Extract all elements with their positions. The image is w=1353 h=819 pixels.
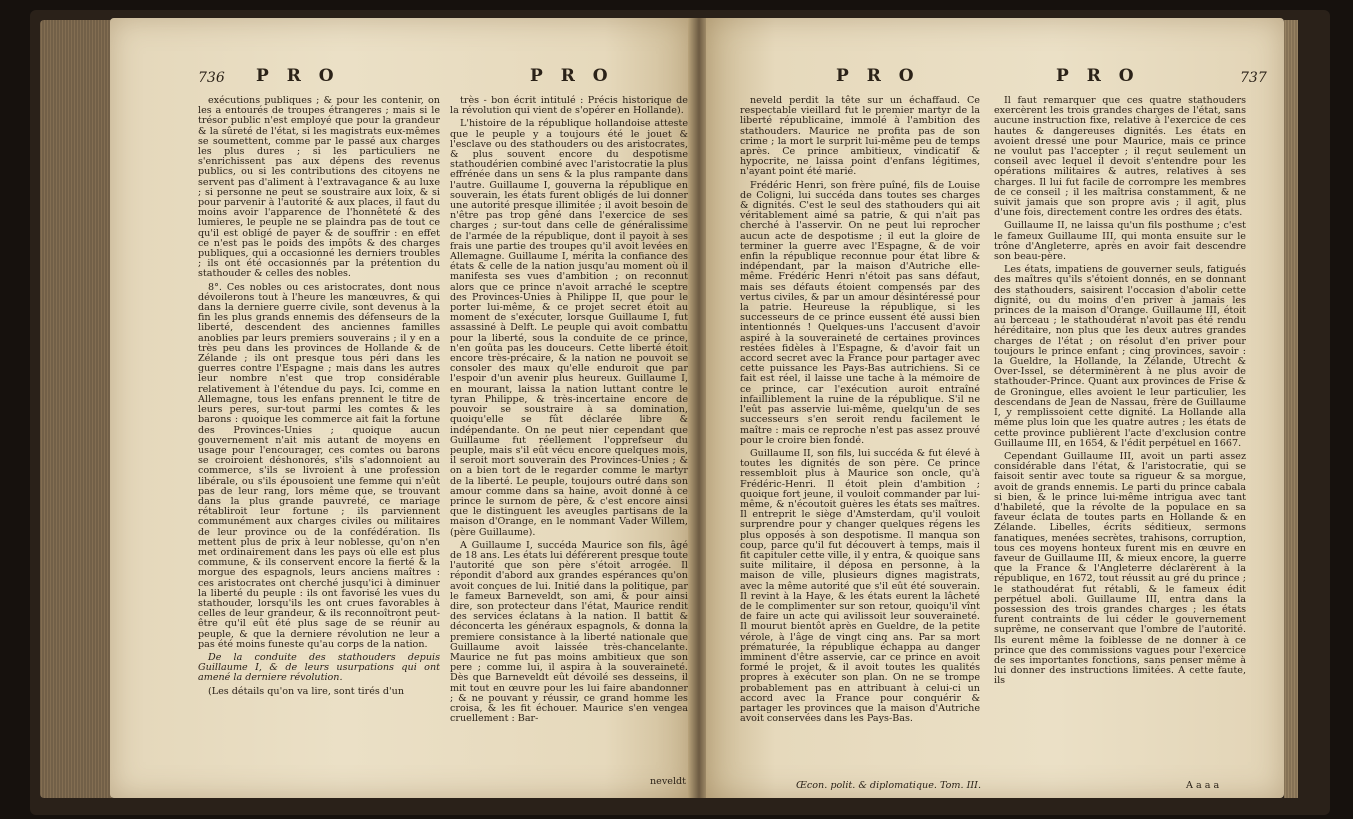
running-head: P R O <box>1056 66 1140 86</box>
catchword: neveldt <box>650 776 687 787</box>
signature-mark: A a a a <box>1186 780 1220 791</box>
paragraph: 8°. Ces nobles ou ces aristocrates, dont nous dévoilerons tout à l'heure les manœuvres, & qui dans la derniere guerre civile, sont devenus à la fin les plus grands ennemis des défenseurs de la liberté, descendent des anciennes familles anoblies par leurs premiers souverains ; il y en a très peu dans les provinces de Hollande & de Zélande ; ils ont presque tous péri dans les guerres contre l'Espagne ; mais dans les autres leur nombre n'est que trop considérable relativement à l'étendue du pays. Ici, comme en Allemagne, tous les enfans prennent le titre de leurs peres, sur-tout parmi les comtes & les barons : quoique les commerce ait fait la fortune des Provinces-Unies ; quoique aucun gouvernement n'ait mis autant de moyens en usage pour l'encourager, ces comtes ou barons se croiroient déshonorés, s'ils s'adonnoient au commerce, s'ils se livroient à une profession libérale, ou s'ils épousoient une femme qui n'eût pas de leur rang, lors même que, se trouvant dans la plus grande pauvreté, ce mariage rétabliroit leur fortune ; ils parviennent communément aux charges civiles ou militaires de leur province ou de la confédération. Ils mettent plus de prix à leur noblesse, qu'on n'en met ordinairement dans les pays où elle est plus commune, & ils conservent encore la fierté & la morgue des espagnols, leurs anciens maîtres : ces aristocrates ont cherché jusqu'ici à diminuer la liberté du peuple : ils ont favorisé les vues du stathouder, lorsqu'ils les ont crues favorables à celles de leur grandeur, & ils reconnoîtront peut-être qu'il eût été plus sage de se réunir au peuple, & que la derniere révolution ne leur a pas été moins funeste qu'au corps de la nation. <box>198 281 440 650</box>
page-edges-left <box>40 20 112 798</box>
left-page <box>110 18 692 798</box>
text-column-1 <box>740 96 980 727</box>
footer: Œcon. polit. & diplomatique. Tom. III. <box>796 780 982 791</box>
text-column-2 <box>450 96 688 727</box>
section-heading: De la conduite des stathouders depuis Guillaume I, & de leurs usurpations qui ont amené la derniere révolution. <box>198 651 440 684</box>
paragraph: Frédéric Henri, son frère puîné, fils de Louise de Coligni, lui succéda dans toutes ses charges & dignités. C'est le seul des stathouders qui ait véritablement aimé sa patrie, & qui n'ait pas cherché à l'asservir. On ne peut lui reprocher aucun acte de despotisme ; il eut la gloire de terminer la guerre avec l'Espagne, & de voir enfin la république reconnue pour état libre & indépendant, par la maison d'Autriche elle-même. Frédéric Henri n'étoit pas sans défaut, mais ses défauts étoient compensés par des vertus civiles, & par un amour désintéressé pour la patrie. Heureuse la république, si les successeurs de ce prince eussent été aussi bien intentionnés ! Quelques-uns l'accusent d'avoir aspiré à la souveraineté de certaines provinces restées fidèles à l'Espagne, & d'avoir fait un accord secret avec la France pour partager avec cette puissance les Pays-Bas autrichiens. Si ce fait est réel, il laisse une tache à la mémoire de ce prince, car l'exécution auroit entraîné infailliblement la ruine de la république. S'il ne l'eût pas asservie lui-même, quelqu'un de ses successeurs s'en seroit rendu facilement le maître : mais ce reproche n'est pas assez prouvé pour le croire bien fondé. <box>740 179 980 446</box>
page-number: 736 <box>198 70 225 86</box>
paragraph: L'histoire de la république hollandoise atteste que le peuple y a toujours été le jouet & l'esclave ou des stathouders ou des aristocrates, & plus souvent encore du despotisme stathoudérien combiné avec l'aristocratie la plus effrénée dans un sens & la plus rampante dans l'autre. Guillaume I, gouverna la république en souverain, les états furent obligés de lui donner une autorité presque illimitée ; il avoit besoin de n'être pas trop gêné dans l'exercice de ses charges ; sur-tout dans celle de généralissime de l'armée de la république, dont il payoit à ses frais une partie des troupes qu'il avoit levées en Allemagne. Guillaume I, mérita la confiance des états & celle de la nation jusqu'au moment où il manifesta ses vues d'ambition ; on reconnut alors que ce prince n'avoit arraché le sceptre des Provinces-Unies à Philippe II, que pour le porter lui-même, & ce projet secret étoit au moment de s'exécuter, lorsque Guillaume I, fut assassiné à Delft. Le peuple qui avoit combattu pour la liberté, sous la conduite de ce prince, n'en goûta pas les douceurs. Cette liberté étoit encore très-précaire, & la nation ne pouvoit se consoler des maux qu'elle enduroit que par l'espoir d'un avenir plus heureux. Guillaume I, en mourant, laissa la nation luttant contre le tyran Philippe, & très-incertaine encore de pouvoir se soustraire à sa domination, quoiqu'elle se fût déclarée libre & indépendante. On ne peut nier cependant que Guillaume fut réellement l'opprefseur du peuple, mais s'il eût vécu encore quelques mois, il seroit mort souverain des Provinces-Unies ; & on a bien tort de le regarder comme le martyr de la liberté. Le peuple, toujours outré dans son amour comme dans sa haine, avoit donné à ce prince le surnom de père, & c'est encore ainsi que le distinguent les aveugles partisans de la maison d'Orange, en le nommant Vader Willem, (père Guillaume). <box>450 118 688 538</box>
paragraph: Guillaume II, ne laissa qu'un fils posthume ; c'est le fameux Guillaume III, qui monta ensuite sur le trône d'Angleterre, après en avoir fait descendre son beau-père. <box>994 220 1246 263</box>
paragraph: neveld perdit la tête sur un échaffaud. Ce respectable vieillard fut le premier martyr de la liberté républicaine, immolé à l'ambition des stathouders. Maurice ne profita pas de son crime ; la mort le surprit lui-même peu de temps après. Ce prince ambitieux, vindicatif & hypocrite, ne laissa point d'enfans légitimes, n'ayant point été marié. <box>740 95 980 178</box>
running-head: P R O <box>530 66 614 86</box>
page-edges-right <box>1284 20 1298 798</box>
text-column-1 <box>198 96 440 700</box>
paragraph: Cependant Guillaume III, avoit un parti assez considérable dans l'état, & l'aristocratie, qui se faisoit sentir avec toute sa rigueur & sa morgue, avoit de grands ennemis. Le parti du prince cabala si bien, & le prince lui-même intrigua avec tant d'habileté, que la révolte de la populace en sa faveur éclata de toutes parts en Hollande & en Zélande. Libelles, écrits séditieux, sermons fanatiques, menées secrètes, trahisons, corruption, tous ces moyens honteux furent mis en œuvre en faveur de Guillaume III, & mieux encore, la guerre que la France & l'Angleterre déclarèrent à la république, en 1672, tout réussit au gré du prince ; le stathoudérat fut rétabli, & le fameux édit perpétuel aboli. Guillaume III, entra dans la possession des trois grandes charges ; les états furent contraints de lui céder le gouvernement suprême, ne conservant que l'ombre de l'autorité. Ils eurent même la foiblesse de ne donner à ce prince que des commissions vagues pour l'exercice de ses importantes fonctions, sans penser même à lui donner des instructions limitées. A cette faute, ils <box>994 450 1246 687</box>
paragraph: très - bon écrit intitulé : Précis historique de la révolution qui vient de s'opérer en Hollande). <box>450 95 688 117</box>
paragraph: A Guillaume I, succéda Maurice son fils, âgé de 18 ans. Les états lui déférerent presque toute l'autorité que son père s'étoit arrogée. Il répondit d'abord aux grandes espérances qu'on avoit conçues de lui. Initié dans la politique, par le fameux Barneveldt, son ami, & pour ainsi dire, son protecteur dans l'état, Maurice rendit des services éclatans à la nation. Il battit & déconcerta les généraux espagnols, & donna la premiere consistance à la liberté nationale que Guillaume avoit laissée très-chancelante. Maurice ne fut pas moins ambitieux que son pere ; comme lui, il aspira à la souveraineté. Dès que Barneveldt eût dévoilé ses desseins, il mit tout en œuvre pour les lui faire abandonner ; & ne pouvant y réussir, ce grand homme les croisa, & les fit échouer. Maurice s'en vengea cruellement : Bar- <box>450 539 688 725</box>
right-page <box>706 18 1284 798</box>
paragraph: (Les détails qu'on va lire, sont tirés d'un <box>208 685 404 697</box>
page-number: 737 <box>1240 70 1267 86</box>
paragraph: Guillaume II, son fils, lui succéda & fut élevé à toutes les dignités de son père. Ce prince ressembloit plus à Maurice son oncle, qu'à Frédéric-Henri. Il étoit plein d'ambition ; quoique fort jeune, il vouloit commander par lui-même, & n'écoutoit guères les états ses maîtres. Il entreprit le siège d'Amsterdam, qu'il vouloit surprendre pour y changer quelques régens les plus opposés à son despotisme. Il manqua son coup, parce qu'il fut découvert à temps, mais il fit capituler cette ville, il y entra, & quoique sans suite militaire, il déposa en personne, à la maison de ville, plusieurs dignes magistrats, avec la même autorité que s'il eût été souverain. Il revint à la Haye, & les états eurent la lâcheté de le complimenter sur son retour, quoiqu'il vînt de faire un acte qui avilissoit leur souveraineté. Il mourut bientôt après en Gueldre, de la petite vérole, à l'âge de vingt cinq ans. Par sa mort prématurée, la république échappa au danger imminent d'être asservie, car ce prince en avoit formé le projet, & il avoit toutes les qualités propres à exécuter son plan. On ne se trompe probablement pas en attribuant à celui-ci un accord avec la France pour conquérir & partager les provinces que la maison d'Autriche avoit conservées dans les Pays-Bas. <box>740 447 980 725</box>
running-head: P R O <box>256 66 340 86</box>
text-column-2 <box>994 96 1246 690</box>
paragraph: Les états, impatiens de gouverner seuls, fatigués des maîtres qu'ils s'étoient donnés, en se donnant des stathouders, saisirent l'occasion d'abolir cette dignité, ou du moins d'en priver à jamais les princes de la maison d'Orange. Guillaume III, étoit au berceau ; le stathoudérat n'avoit pas été rendu héréditaire, non plus que les deux autres grandes charges de l'état ; on résolut d'en priver pour toujours le prince enfant ; cinq provinces, savoir : la Gueldre, la Hollande, la Zélande, Utrecht & Over-Issel, se déterminèrent à ne plus avoir de stathouder-Prince. Quant aux provinces de Frise & de Groningue, elles avoient le leur particulier, les descendans de Jean de Nassau, frère de Guillaume I, y remplissoient cette dignité. La Hollande alla même plus loin que les quatre autres ; les états de cette province publièrent l'acte d'exclusion contre Guillaume III, en 1654, & l'édit perpétuel en 1667. <box>994 264 1246 449</box>
paragraph: exécutions publiques ; & pour les contenir, on les a entourés de troupes étrangeres ; mais si le trésor public n'est employé que pour la grandeur & la sûreté de l'état, si les magistrats eux-mêmes se soumettent, comme par le passé aux charges les plus dures ; si les particuliers ne s'enrichissent pas aux dépens des revenus publics, ou si les contributions des citoyens ne servent pas d'aliment à l'extravagance & au luxe ; si personne ne peut se soustraire aux loix, & si pour parvenir à l'autorité & aux places, il faut du moins avoir l'apparence de l'honnêteté & des lumieres, le peuple ne se plaindra pas de tout ce qu'il est obligé de payer & de souffrir : en effet ce n'est pas le poids des impôts & des charges publiques, qui a occasionné les derniers troubles ; ils ont été occasionnés par la prétention du stathouder & celles des nobles. <box>198 95 440 280</box>
paragraph: Il faut remarquer que ces quatre stathouders exercèrent les trois grandes charges de l'état, sans aucune instruction fixe, relative à l'exercice de ces hautes & dangereuses dignités. Les états en avoient dressé une pour Maurice, mais ce prince ne voulut pas l'accepter ; il reçut seulement un conseil avec lequel il devoit s'entendre pour les opérations militaires & autres, relatives à ses charges. Il lui fut facile de corrompre les membres de ce conseil ; il les maîtrisa constamment, & ne suivit jamais que son propre avis ; il agit, plus d'une fois, directement contre les ordres des états. <box>994 95 1246 219</box>
running-head: P R O <box>836 66 920 86</box>
